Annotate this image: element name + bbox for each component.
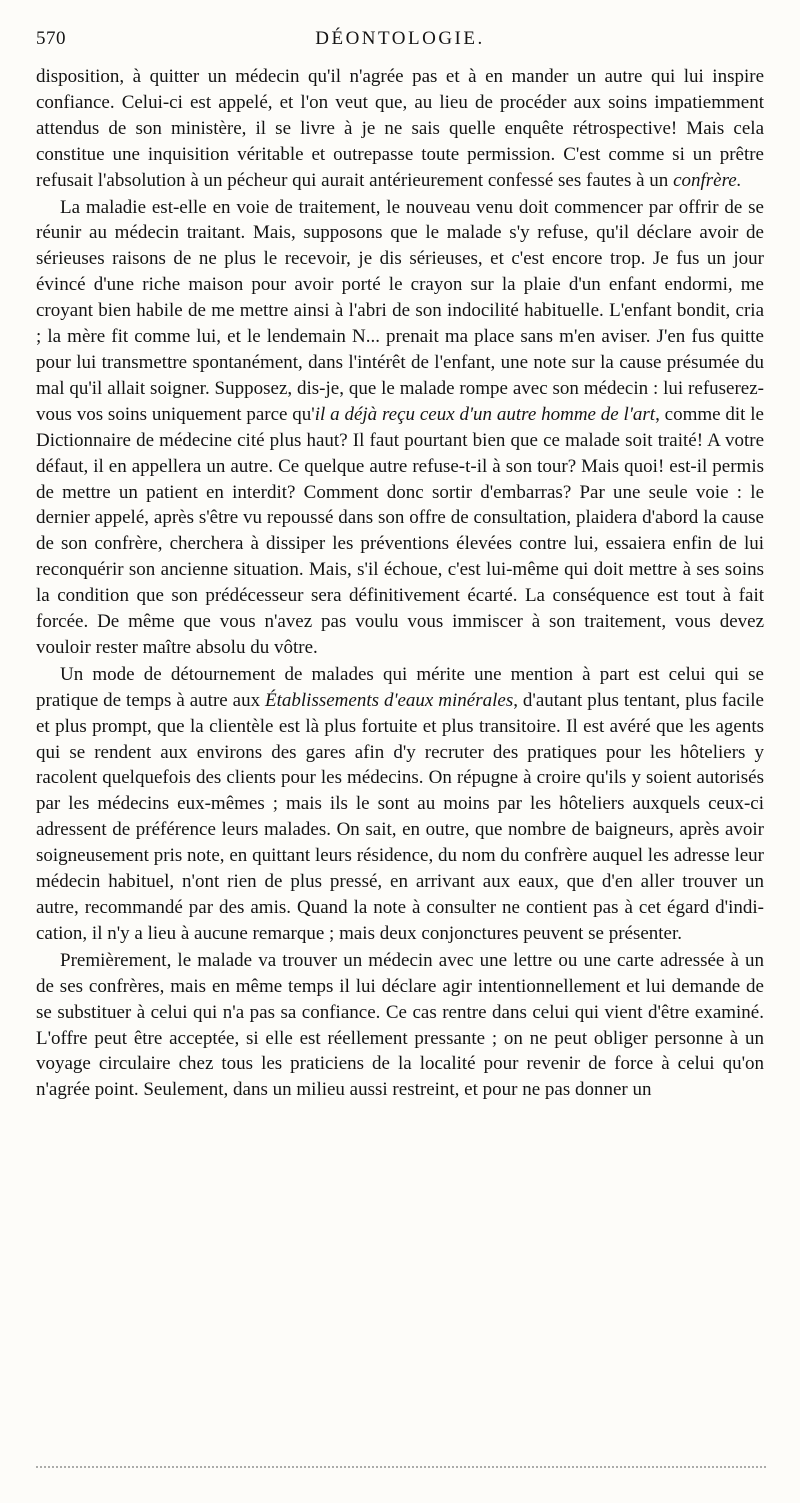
text-segment: La maladie est-elle en voie de traitement, le nouveau venu doit commencer par offrir de se réunir au médecin traitant. Mais, supposons que le malade s'y refuse, qu'il déclare avoir de sérieuses raisons de ne plus le recevoir, je dis sérieuses, et c'est encore trop. Je fus un jour évincé d'une riche maison pour avoir porté le crayon sur la plaie d'un enfant endormi, me croyant bien habile de me mettre ainsi à l'abri de son indocilité habituelle. L'enfant bondit, cria ; la mère fit comme lui, et le lendemain N... prenait ma place sans m'en aviser. J'en fus quitte pour lui transmettre spontanément, dans l'intérêt de l'enfant, une note sur la cause présumée du mal qu'il allait soigner. Supposez, dis-je, que le malade rompe avec son médecin : lui refuserez-vous vos soins uniquement parce qu'	[36, 196, 764, 425]
paragraph	[36, 948, 764, 1103]
italic-text: confrère.	[673, 169, 742, 191]
paragraph	[36, 64, 764, 194]
paragraph	[36, 662, 764, 947]
text-segment: Un mode de détournement de malades qui mérite une mention à part est celui qui se pratique de temps à autre aux	[36, 663, 764, 711]
page-number: 570	[36, 28, 66, 49]
text-segment: disposition, à quitter un médecin qu'il n'agrée pas et à en mander un autre qui lui inspire confiance. Celui-ci est appelé, et l'on veut que, au lieu de procéder aux soins impatiemment attendus de son ministère, il se livre à je ne sais quelle enquête rétrospective! Mais cela constitue une inquisition véritable et outrepasse toute permission. C'est comme si un prêtre refusait l'absolution à un pécheur qui aurait antérieurement confessé ses fautes à un	[36, 66, 764, 191]
text-segment: , comme dit le Dictionnaire de médecine cité plus haut? Il faut pourtant bien que ce malade soit traité! A votre défaut, il en appellera un autre. Ce quelque autre refuse-t-il à son tour? Mais quoi! est-il permis de mettre un patient en interdit? Comment donc sortir d'embarras? Par une seule voie : le dernier appelé, après s'être vu repoussé dans son offre de consultation, plaidera d'abord la cause de son confrère, cherchera à dissiper les préventions élevées contre lui, essaiera enfin de lui reconquérir son ancienne situation. Mais, s'il échoue, c'est lui-même qui doit mettre à ses soins la condition que son prédécesseur sera définitivement écarté. La conséquence est tout à fait forcée. De même que vous n'avez pas voulu vous immiscer à son traitement, vous devez vouloir rester maître absolu du vôtre.	[36, 403, 764, 658]
text-segment: , d'autant plus tentant, plus facile et plus prompt, que la clientèle est là plus fortuite et plus transitoire. Il est avéré que les agents qui se rendent aux environs des gares afin d'y recruter des pratiques pour les hôteliers y racolent quelquefois des clients pour les médecins. On répugne à croire qu'ils y soient autorisés par les médecins eux-mêmes ; mais ils le sont au moins par les hôteliers auxquels ceux-ci adressent de préférence leurs malades. On sait, en outre, que nombre de baigneurs, après avoir soigneusement pris note, en quittant leurs résidence, du nom du confrère auquel les adresse leur médecin habituel, n'ont rien de plus pressé, en arrivant aux eaux, que d'en aller trouver un autre, recommandé par des amis. Quand la note à consulter ne contient pas à cet égard d'indication, il n'y a lieu à aucune remarque ; mais deux conjonctures peuvent se présenter.	[36, 689, 764, 944]
paragraph	[36, 195, 764, 661]
running-title: DÉONTOLOGIE.	[315, 28, 485, 49]
running-header	[36, 28, 764, 58]
italic-text: il a déjà reçu ceux d'un autre homme de l'art	[314, 403, 656, 425]
body-text	[36, 64, 764, 1104]
footer-dotted-rule	[36, 1466, 766, 1468]
text-segment: Premièrement, le malade va trouver un médecin avec une lettre ou une carte adressée à un de ses confrères, mais en même temps il lui déclare agir intentionnellement et lui demande de se substituer à celui qui n'a pas sa confiance. Ce cas rentre dans celui qui vient d'être examiné. L'offre peut être acceptée, si elle est réellement pressante ; on ne peut obliger personne à un voyage circulaire chez tous les praticiens de la localité pour revenir de force à celui qu'on n'agrée point. Seulement, dans un milieu aussi restreint, et pour ne pas donner un	[36, 949, 764, 1101]
italic-text: Établissements d'eaux minérales	[265, 689, 514, 711]
